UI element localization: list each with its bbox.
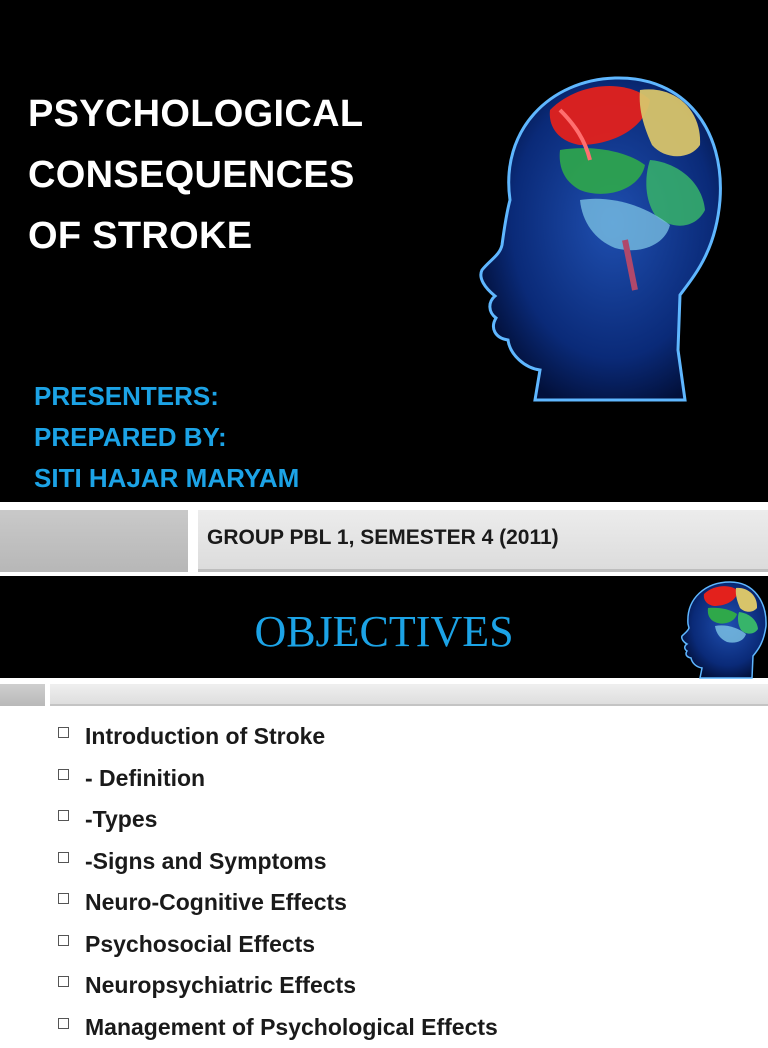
list-item-label: -Signs and Symptoms [85, 848, 327, 875]
square-bullet-icon [58, 976, 69, 987]
list-item [58, 799, 758, 841]
title-line-2: CONSEQUENCES [28, 145, 448, 206]
square-bullet-icon [58, 727, 69, 738]
objectives-divider-bar [0, 684, 768, 708]
brain-head-icon [440, 50, 740, 400]
square-bullet-icon [58, 935, 69, 946]
presenters-block [34, 376, 434, 499]
list-item-label: Introduction of Stroke [85, 723, 325, 750]
title-line-1: PSYCHOLOGICAL [28, 84, 448, 145]
brain-head-icon [668, 576, 768, 678]
objectives-header [0, 576, 768, 678]
list-item-label: -Types [85, 806, 157, 833]
list-item-label: Neuro-Cognitive Effects [85, 889, 347, 916]
group-info-text: GROUP PBL 1, SEMESTER 4 (2011) [207, 526, 559, 550]
presenters-label: PRESENTERS: [34, 376, 434, 417]
square-bullet-icon [58, 852, 69, 863]
square-bullet-icon [58, 893, 69, 904]
square-bullet-icon [58, 810, 69, 821]
group-info-band [0, 502, 768, 574]
prepared-by-label: PREPARED BY: [34, 417, 434, 458]
objectives-slide [0, 576, 768, 1024]
list-item-label: - Definition [85, 765, 205, 792]
list-item-label: Neuropsychiatric Effects [85, 972, 356, 999]
list-item-label: Psychosocial Effects [85, 931, 315, 958]
slide-title [28, 84, 448, 267]
divider-left-block [0, 684, 45, 706]
list-item [58, 1007, 758, 1048]
list-item [58, 758, 758, 800]
list-item [58, 841, 758, 883]
square-bullet-icon [58, 769, 69, 780]
title-slide [0, 0, 768, 502]
title-line-3: OF STROKE [28, 206, 448, 267]
objectives-title: OBJECTIVES [0, 606, 768, 658]
presenter-name: SITI HAJAR MARYAM [34, 458, 434, 499]
divider-right-block [50, 684, 768, 706]
list-item [58, 882, 758, 924]
list-item-label: Management of Psychological Effects [85, 1014, 498, 1041]
list-item [58, 716, 758, 758]
list-item [58, 924, 758, 966]
square-bullet-icon [58, 1018, 69, 1029]
objectives-list [58, 716, 758, 1048]
band-left-block [0, 510, 188, 572]
list-item [58, 965, 758, 1007]
